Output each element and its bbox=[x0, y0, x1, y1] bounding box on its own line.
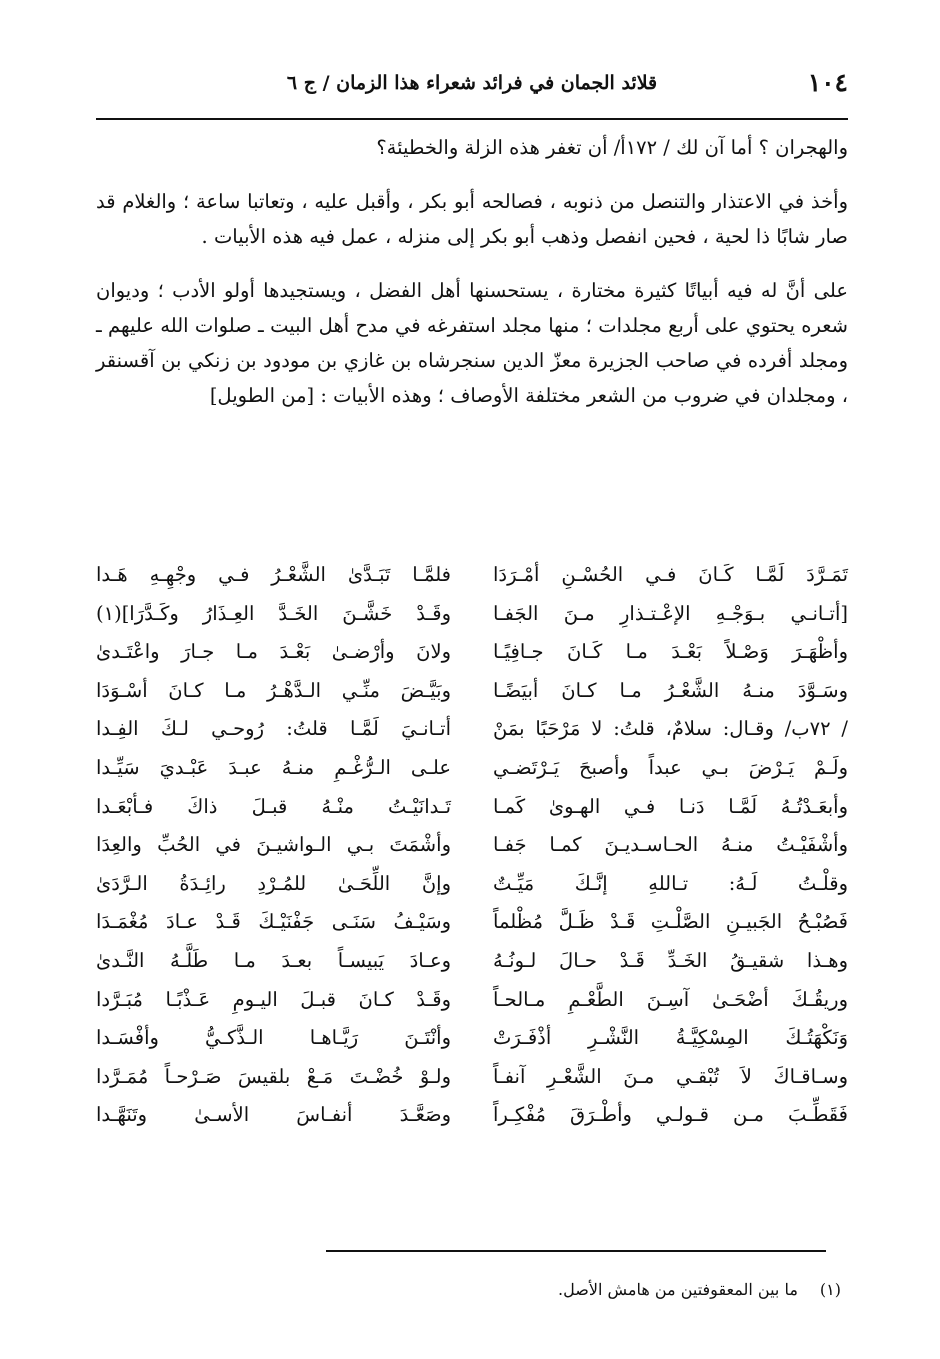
prose-body bbox=[96, 130, 848, 432]
verse-second-hemistich: ولـوْ خُضْـتَ مَـعْ بلقيسَ صَـرْحـاً مُمَـرَّدا bbox=[96, 1064, 451, 1088]
running-title: قلائد الجمان في فرائد شعراء هذا الزمان / ج ٦ bbox=[286, 72, 658, 94]
verse-row bbox=[96, 556, 848, 595]
verse-second-hemistich: ولانَ وأرْضـىٰ بَعْـدَ مـا جـارَ واعْتَـدىٰ bbox=[96, 640, 451, 664]
verse-row bbox=[96, 903, 848, 942]
verse-row bbox=[96, 1058, 848, 1097]
footnote bbox=[96, 1276, 841, 1304]
verse-second-hemistich: وأنْتَـنَ رَيَّـاهـا الـذَّكـيُّ وأفْسَـدا bbox=[96, 1026, 451, 1050]
verse-second-hemistich: تَـدانَيْـتُ منْـهُ قبـلَ ذاكَ فـأبْعَـدا bbox=[96, 794, 451, 818]
footnote-text: ما بين المعقوفتين من هامش الأصل. bbox=[558, 1280, 798, 1299]
verse-row bbox=[96, 788, 848, 827]
verse-row bbox=[96, 633, 848, 672]
verse-second-hemistich: وأشْمَتَ بـي الـواشيـنَ في الحُبِّ والعِدَا bbox=[96, 833, 451, 857]
verse-first-hemistich: وأشْفَيْـتُ منـهُ الحـاسـديـنَ كمـا جَفـا bbox=[493, 833, 848, 857]
verse-row bbox=[96, 942, 848, 981]
verse-row bbox=[96, 710, 848, 749]
verse-row bbox=[96, 826, 848, 865]
verse-second-hemistich: وإنَّ اللِّحَـىٰ للمُـرْدِ رائِـدَةُ الـرَّدَىٰ bbox=[96, 871, 451, 895]
verse-row bbox=[96, 749, 848, 788]
paragraph: وأخذ في الاعتذار والتنصل من ذنوبه ، فصالحه أبو بكر ، وأقبل عليه ، وتعاتبا ساعة ؛ والغلام قد صار شابًا ذا لحية ، فحين انفصل وذهب أبو بكر إلى منزله ، عمل فيه هذه الأبيات . bbox=[96, 190, 848, 248]
verse-first-hemistich: / ٧٢ب/ وقـال: سلامٌ، قلتُ: لا مَرْحَبًا بمَنْ bbox=[493, 717, 848, 741]
verse-second-hemistich: وبَيَّـضَ منِّـي الـدَّهْـرُ مـا كـانَ أسْـوَدَا bbox=[96, 678, 451, 702]
verse-row bbox=[96, 595, 848, 634]
verse-first-hemistich: فَقَطِّـبَ مـن قـولـي وأطْـرَقَ مُفْكِـراً bbox=[493, 1103, 848, 1127]
verse-first-hemistich: وسـاقـاكَ لاَ تُبْقـي مـنَ الشَّعْـرِ آنفـاً bbox=[493, 1064, 848, 1088]
verse-first-hemistich: وسَـوَّدَ منـهُ الشَّعْـرُ مـا كـانَ أبيَضًـا bbox=[493, 678, 848, 702]
verse-second-hemistich: وصَعَّـدَ أنفـاسَ الأسـىٰ وتَنَهَّـدا bbox=[96, 1103, 451, 1127]
poem bbox=[96, 556, 848, 1135]
verse-first-hemistich: وأبعَـدْتُـهُ لَمَّـا دَنـا فـي الهـوىٰ كَمـا bbox=[493, 794, 848, 818]
verse-second-hemistich: وقَـدْ خَشَّـنَ الخَـدَّ العِـذَارُ وكَـدَّرَا](١) bbox=[96, 601, 451, 625]
footnote-rule bbox=[326, 1250, 826, 1252]
verse-first-hemistich: [أتـانـي بـوَجْـهِ الإعْـتـذارِ مـنَ الجَفـا bbox=[493, 601, 848, 625]
verse-first-hemistich: وَنَكْهَتُـكَ المِسْكِيَّـةُ النَّشْـرِ أذْفَـرَتْ bbox=[493, 1026, 848, 1050]
verse-second-hemistich: وقَـدْ كـانَ قبـلَ اليـومِ عَـذْبًـا مُبَـرَّدا bbox=[96, 987, 451, 1011]
verse-second-hemistich: علـى الـرُّغْـمِ منـهُ عبـدَ عَبْـديَ سَيِّـدا bbox=[96, 755, 451, 779]
verse-second-hemistich: فلمَّـا تَبَـدَّىٰ الشَّعْـرُ فـي وجْهِـهِ هَـدا bbox=[96, 563, 451, 586]
verse-second-hemistich: وسَيْـفُ سَنَـى جَفْنَيْـكَ قَـدْ عـادَ مُغْمَـدَا bbox=[96, 910, 451, 934]
verse-first-hemistich: وقلْـتُ لَـهُ: تـاللهِ إنَّـكَ مَيِّـتٌ bbox=[493, 871, 848, 895]
page-header bbox=[96, 68, 848, 108]
verse-row bbox=[96, 672, 848, 711]
verse-row bbox=[96, 1019, 848, 1058]
verse-first-hemistich: وريقُـكَ أضْحَـىٰ آسِـنَ الطَّعْـمِ مـالحـاً bbox=[493, 987, 848, 1011]
verse-first-hemistich: ولَـمْ يَـرْضَ بـي عبداً وأصبحَ يَـرْتَضـي bbox=[493, 755, 848, 779]
paragraph: على أنَّ له فيه أبياتًا كثيرة مختارة ، يستحسنها أهل الفضل ، ويستجيدها أولو الأدب ؛ وديوان شعره يحتوي على أربع مجلدات ؛ منها مجلد استفرغه في مدح أهل البيت ـ صلوات الله عليهم ـ ومجلد أفرده في صاحب الجزيرة معزّ الدين سنجرشاه بن غازي بن مودود بن زنكي بن آقسنقر ، ومجلدان في ضروب من الشعر مختلفة الأوصاف ؛ وهذه الأبيات : [من الطويل] bbox=[96, 279, 848, 407]
verse-row bbox=[96, 865, 848, 904]
verse-second-hemistich: وعـادَ يَبيسـاً بعـدَ مـا طَلَّـهُ النَّـدىٰ bbox=[96, 948, 451, 972]
verse-row bbox=[96, 1096, 848, 1135]
verse-first-hemistich: فَصُبْـحُ الجَبيـنِ الصَّلْـتِ قَـدْ ظَـلَّ مُظْلماً bbox=[493, 910, 848, 934]
verse-first-hemistich: تَمَـرَّدَ لَمَّـا كَـانَ فـي الحُسْـنِ أمْـرَدَا bbox=[493, 563, 848, 586]
page-number: ١٠٤ bbox=[807, 68, 848, 97]
verse-row bbox=[96, 981, 848, 1020]
verse-first-hemistich: وهـذا شقيـقُ الخَـدِّ قَـدْ حـالَ لـونُـهُ bbox=[493, 948, 848, 972]
header-rule bbox=[96, 118, 848, 120]
verse-first-hemistich: وأظْهَـرَ وَصْـلاً بَعْـدَ مـا كَـانَ جـافِيًـا bbox=[493, 640, 848, 664]
footnote-number: (١) bbox=[819, 1280, 841, 1299]
verse-second-hemistich: أتـانـيَ لَمَّـا قلتُ: رُوحـي لـكَ الفِـدا bbox=[96, 717, 451, 741]
paragraph: والهجران ؟ أما آن لك / ١٧٢أ/ أن تغفر هذه الزلة والخطيئة؟ bbox=[376, 136, 848, 159]
